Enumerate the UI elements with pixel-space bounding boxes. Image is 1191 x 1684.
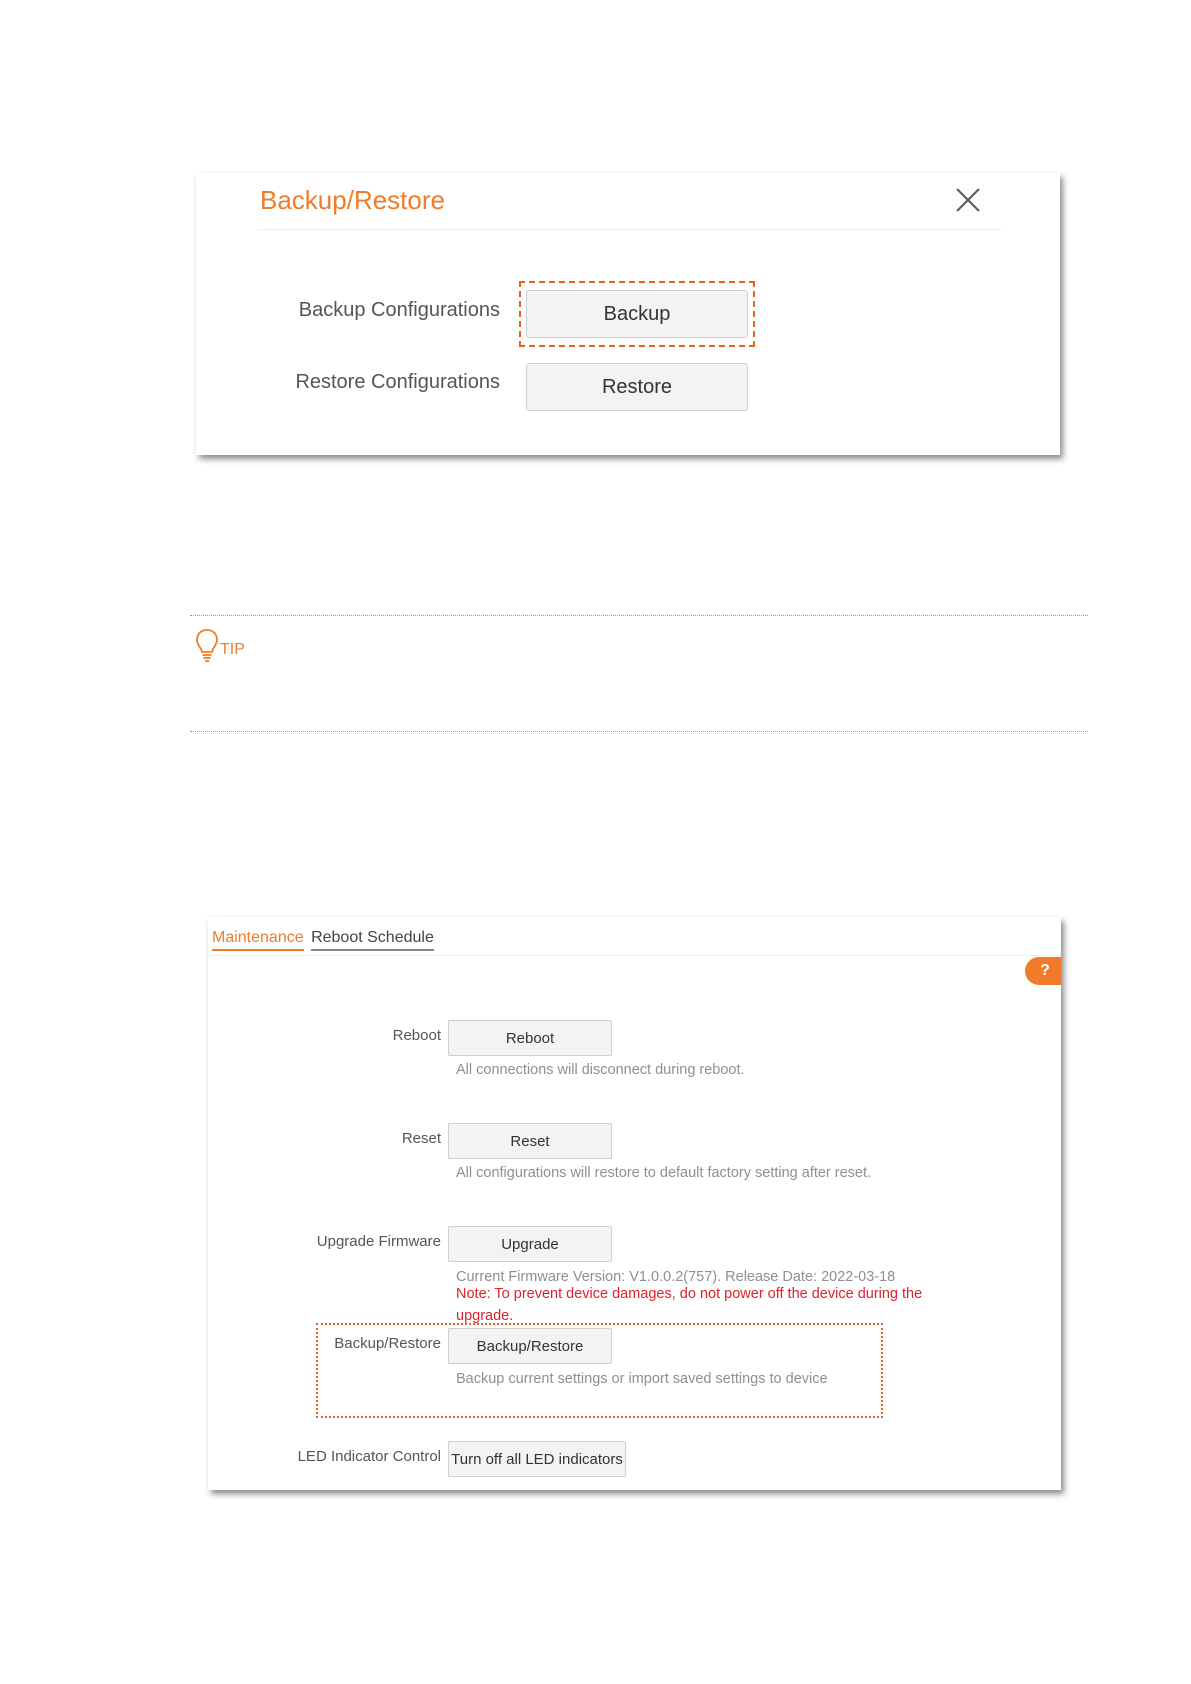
backup-restore-hint: Backup current settings or import saved settings to device xyxy=(456,1371,828,1387)
dialog-title: Backup/Restore xyxy=(260,185,445,215)
tip-label: TIP xyxy=(220,641,245,658)
backup-restore-dialog xyxy=(196,173,1060,455)
firmware-version-text: Current Firmware Version: V1.0.0.2(757). Release Date: 2022-03-18 xyxy=(456,1269,896,1285)
backup-configurations-label: Backup Configurations xyxy=(298,299,500,321)
restore-configurations-label: Restore Configurations xyxy=(295,371,500,393)
backup-restore-button[interactable]: Backup/Restore xyxy=(448,1328,612,1364)
upgrade-firmware-label: Upgrade Firmware xyxy=(316,1233,441,1250)
led-indicator-label: LED Indicator Control xyxy=(297,1448,441,1465)
restore-button[interactable]: Restore xyxy=(526,363,748,411)
close-icon[interactable] xyxy=(954,186,982,214)
reset-button[interactable]: Reset xyxy=(448,1123,612,1159)
lightbulb-icon xyxy=(195,628,219,664)
backup-restore-label: Backup/Restore xyxy=(334,1335,441,1352)
turn-off-led-button[interactable]: Turn off all LED indicators xyxy=(448,1441,626,1477)
tip-top-divider xyxy=(190,615,1088,616)
tab-maintenance[interactable]: Maintenance xyxy=(212,929,304,951)
tab-bar xyxy=(212,929,434,951)
reset-label: Reset xyxy=(401,1130,441,1147)
tip-block xyxy=(195,628,245,664)
reboot-label: Reboot xyxy=(392,1027,441,1044)
reboot-hint: All connections will disconnect during reboot. xyxy=(456,1062,745,1078)
tab-reboot-schedule[interactable]: Reboot Schedule xyxy=(311,929,434,951)
backup-button[interactable]: Backup xyxy=(526,290,748,338)
reboot-button[interactable]: Reboot xyxy=(448,1020,612,1056)
maintenance-panel xyxy=(208,917,1061,1490)
upgrade-button[interactable]: Upgrade xyxy=(448,1226,612,1262)
tip-bottom-divider xyxy=(190,731,1088,732)
dialog-divider xyxy=(258,229,1001,230)
tabs-divider xyxy=(208,955,1061,956)
reset-hint: All configurations will restore to default factory setting after reset. xyxy=(456,1165,872,1181)
help-icon[interactable]: ? xyxy=(1025,957,1061,985)
upgrade-warning: Note: To prevent device damages, do not power off the device during the upgrade. xyxy=(456,1286,923,1324)
